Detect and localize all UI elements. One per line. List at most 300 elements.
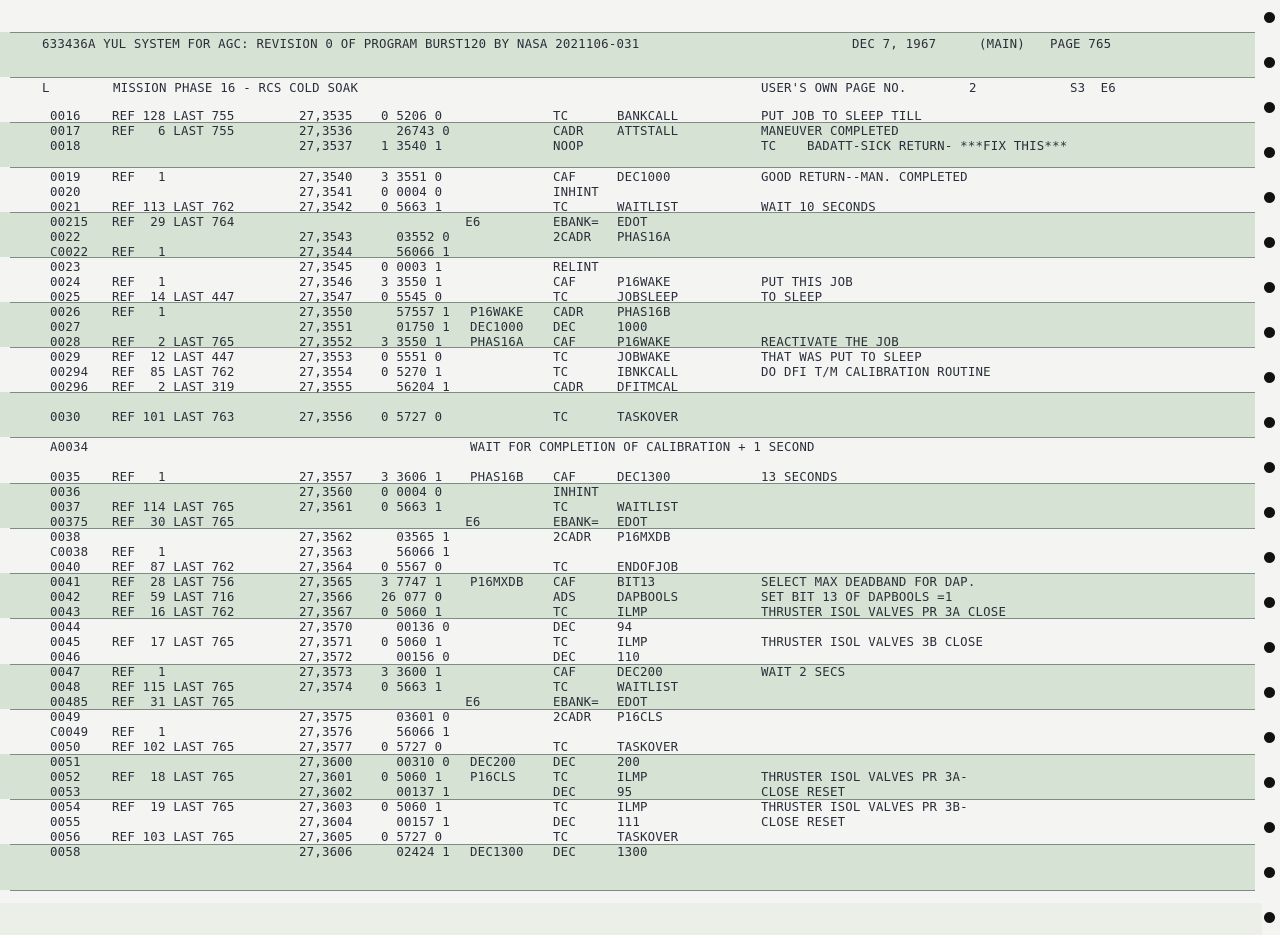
line-op: CAF <box>553 664 576 679</box>
line-word: 01750 1 <box>381 319 450 334</box>
line-word: 0 5727 0 <box>381 829 443 844</box>
line-addr: 27,3570 <box>299 619 353 634</box>
line-comment: REACTIVATE THE JOB <box>761 334 899 349</box>
listing-title: 633436A YUL SYSTEM FOR AGC: REVISION 0 OF PROGRAM BURST120 BY NASA 2021106-031 <box>42 36 640 51</box>
line-operand: JOBSLEEP <box>617 289 679 304</box>
line-op: TC <box>553 679 569 694</box>
line-no: 0040 <box>50 559 81 574</box>
line-addr: 27,3576 <box>299 724 353 739</box>
line-addr: 27,3565 <box>299 574 353 589</box>
line-op: EBANK= <box>553 694 599 709</box>
line-no: 0047 <box>50 664 81 679</box>
line-label: PHAS16B <box>470 469 524 484</box>
line-addr: 27,3537 <box>299 138 353 153</box>
line-comment: THAT WAS PUT TO SLEEP <box>761 349 922 364</box>
line-addr: 27,3554 <box>299 364 353 379</box>
line-ref: REF 1 <box>112 469 166 484</box>
line-addr: 27,3561 <box>299 499 353 514</box>
paper-rule <box>10 890 1255 891</box>
line-op: TC <box>553 289 569 304</box>
line-op: TC <box>553 108 569 123</box>
feed-hole <box>1264 327 1275 338</box>
line-comment: PUT JOB TO SLEEP TILL <box>761 108 922 123</box>
line-ref: REF 59 LAST 716 <box>112 589 235 604</box>
line-no: 0048 <box>50 679 81 694</box>
line-word: 0 5060 1 <box>381 634 443 649</box>
line-op: EBANK= <box>553 214 599 229</box>
line-word: 00157 1 <box>381 814 450 829</box>
line-no: 0045 <box>50 634 81 649</box>
line-addr: 27,3603 <box>299 799 353 814</box>
line-label: P16WAKE <box>470 304 524 319</box>
line-operand: P16MXDB <box>617 529 671 544</box>
line-operand: EDOT <box>617 694 648 709</box>
line-ref: REF 114 LAST 765 <box>112 499 235 514</box>
line-op: DEC <box>553 649 576 664</box>
line-operand: WAITLIST <box>617 499 679 514</box>
feed-hole <box>1264 867 1275 878</box>
feed-hole <box>1264 597 1275 608</box>
feed-hole <box>1264 147 1275 158</box>
line-operand: P16WAKE <box>617 334 671 349</box>
line-word: 00156 0 <box>381 649 450 664</box>
line-word: 00310 0 <box>381 754 450 769</box>
users-page-label: USER'S OWN PAGE NO. <box>761 80 907 95</box>
line-word: 0 5567 0 <box>381 559 443 574</box>
feed-hole <box>1264 282 1275 293</box>
line-op: TC <box>553 559 569 574</box>
line-op: DEC <box>553 619 576 634</box>
line-addr: 27,3573 <box>299 664 353 679</box>
line-operand: 95 <box>617 784 633 799</box>
line-no: 0037 <box>50 499 81 514</box>
feed-hole <box>1264 192 1275 203</box>
line-addr: 27,3545 <box>299 259 353 274</box>
feed-hole <box>1264 462 1275 473</box>
line-no: 0027 <box>50 319 81 334</box>
line-ref: REF 1 <box>112 304 166 319</box>
line-operand: 1300 <box>617 844 648 859</box>
line-op: TC <box>553 349 569 364</box>
line-word: 0 0004 0 <box>381 484 443 499</box>
line-operand: EDOT <box>617 514 648 529</box>
line-no: 0035 <box>50 469 81 484</box>
line-op: DEC <box>553 814 576 829</box>
line-op: TC <box>553 769 569 784</box>
line-addr: 27,3600 <box>299 754 353 769</box>
line-no: 00294 <box>50 364 89 379</box>
line-op: TC <box>553 364 569 379</box>
line-comment: THRUSTER ISOL VALVES PR 3A CLOSE <box>761 604 1007 619</box>
line-addr: 27,3550 <box>299 304 353 319</box>
line-op: INHINT <box>553 484 599 499</box>
line-ref: REF 30 LAST 765 <box>112 514 235 529</box>
line-op: TC <box>553 604 569 619</box>
line-comment: TO SLEEP <box>761 289 823 304</box>
line-word: E6 <box>381 514 481 529</box>
line-no: 0023 <box>50 259 81 274</box>
line-op: CAF <box>553 169 576 184</box>
line-operand: TASKOVER <box>617 409 679 424</box>
line-no: 00296 <box>50 379 89 394</box>
line-word: E6 <box>381 694 481 709</box>
line-ref: REF 87 LAST 762 <box>112 559 235 574</box>
line-operand: PHAS16A <box>617 229 671 244</box>
line-addr: 27,3544 <box>299 244 353 259</box>
line-comment: PUT THIS JOB <box>761 274 853 289</box>
line-op: 2CADR <box>553 709 592 724</box>
line-word: 0 5663 1 <box>381 679 443 694</box>
feed-hole <box>1264 822 1275 833</box>
line-word: 56066 1 <box>381 544 450 559</box>
line-addr: 27,3546 <box>299 274 353 289</box>
line-addr: 27,3553 <box>299 349 353 364</box>
line-addr: 27,3552 <box>299 334 353 349</box>
line-comment: 13 SECONDS <box>761 469 838 484</box>
line-no: 0044 <box>50 619 81 634</box>
line-no: 0046 <box>50 649 81 664</box>
line-operand: WAITLIST <box>617 199 679 214</box>
line-word: 3 3606 1 <box>381 469 443 484</box>
line-word: 03552 0 <box>381 229 450 244</box>
line-label: DEC1300 <box>470 844 524 859</box>
line-operand: DFITMCAL <box>617 379 679 394</box>
line-addr: 27,3577 <box>299 739 353 754</box>
line-addr: 27,3601 <box>299 769 353 784</box>
line-operand: 1000 <box>617 319 648 334</box>
line-word: 3 7747 1 <box>381 574 443 589</box>
line-no: C0049 <box>50 724 89 739</box>
line-ref: REF 2 LAST 319 <box>112 379 235 394</box>
subheader-codes: S3 E6 <box>1070 80 1116 95</box>
line-no: 0051 <box>50 754 81 769</box>
line-word: 0 5060 1 <box>381 799 443 814</box>
line-addr: 27,3605 <box>299 829 353 844</box>
line-op: RELINT <box>553 259 599 274</box>
line-addr: 27,3556 <box>299 409 353 424</box>
line-op: TC <box>553 409 569 424</box>
line-addr: 27,3560 <box>299 484 353 499</box>
line-addr: 27,3572 <box>299 649 353 664</box>
line-operand: 94 <box>617 619 633 634</box>
line-no: 00485 <box>50 694 89 709</box>
line-no: 0058 <box>50 844 81 859</box>
line-no: 0022 <box>50 229 81 244</box>
listing-date: DEC 7, 1967 <box>852 36 937 51</box>
line-addr: 27,3543 <box>299 229 353 244</box>
line-word: 03565 1 <box>381 529 450 544</box>
line-word: 3 3551 0 <box>381 169 443 184</box>
line-no: 0043 <box>50 604 81 619</box>
line-operand: ILMP <box>617 634 648 649</box>
line-addr: 27,3604 <box>299 814 353 829</box>
line-op: CAF <box>553 334 576 349</box>
line-ref: REF 1 <box>112 169 166 184</box>
line-operand: DAPBOOLS <box>617 589 679 604</box>
line-addr: 27,3551 <box>299 319 353 334</box>
line-comment: THRUSTER ISOL VALVES 3B CLOSE <box>761 634 984 649</box>
line-ref: REF 2 LAST 765 <box>112 334 235 349</box>
line-ref: REF 1 <box>112 244 166 259</box>
paper-rule <box>10 167 1255 168</box>
line-operand: 200 <box>617 754 640 769</box>
line-operand: DEC1300 <box>617 469 671 484</box>
line-op: DEC <box>553 754 576 769</box>
line-no: 0016 <box>50 108 81 123</box>
line-no: 0028 <box>50 334 81 349</box>
line-op: CADR <box>553 379 584 394</box>
line-op: EBANK= <box>553 514 599 529</box>
line-operand: DEC1000 <box>617 169 671 184</box>
line-note: WAIT FOR COMPLETION OF CALIBRATION + 1 SECOND <box>470 439 815 454</box>
line-addr: 27,3555 <box>299 379 353 394</box>
feed-hole <box>1264 507 1275 518</box>
line-no: 0042 <box>50 589 81 604</box>
line-addr: 27,3562 <box>299 529 353 544</box>
line-ref: REF 1 <box>112 544 166 559</box>
line-no: 0056 <box>50 829 81 844</box>
line-word: 3 3550 1 <box>381 274 443 289</box>
line-ref: REF 128 LAST 755 <box>112 108 235 123</box>
paper-rule <box>10 257 1255 258</box>
line-no: 0024 <box>50 274 81 289</box>
line-no: 0036 <box>50 484 81 499</box>
line-op: TC <box>553 499 569 514</box>
paper-rule <box>10 77 1255 78</box>
line-no: 0052 <box>50 769 81 784</box>
line-operand: ENDOFJOB <box>617 559 679 574</box>
line-ref: REF 1 <box>112 664 166 679</box>
line-addr: 27,3567 <box>299 604 353 619</box>
feed-hole <box>1264 552 1275 563</box>
line-operand: JOBWAKE <box>617 349 671 364</box>
line-addr: 27,3536 <box>299 123 353 138</box>
line-addr: 27,3535 <box>299 108 353 123</box>
line-ref: REF 115 LAST 765 <box>112 679 235 694</box>
line-op: TC <box>553 799 569 814</box>
line-word: 26743 0 <box>381 123 450 138</box>
line-no: 0025 <box>50 289 81 304</box>
line-ref: REF 19 LAST 765 <box>112 799 235 814</box>
line-operand: EDOT <box>617 214 648 229</box>
line-label: PHAS16A <box>470 334 524 349</box>
line-comment: DO DFI T/M CALIBRATION ROUTINE <box>761 364 991 379</box>
line-no: 0029 <box>50 349 81 364</box>
line-no: C0038 <box>50 544 89 559</box>
line-operand: BIT13 <box>617 574 656 589</box>
line-word: 0 5545 0 <box>381 289 443 304</box>
feed-hole <box>1264 642 1275 653</box>
line-word: 0 0004 0 <box>381 184 443 199</box>
line-ref: REF 17 LAST 765 <box>112 634 235 649</box>
feed-hole <box>1264 417 1275 428</box>
line-ref: REF 16 LAST 762 <box>112 604 235 619</box>
line-ref: REF 85 LAST 762 <box>112 364 235 379</box>
line-ref: REF 31 LAST 765 <box>112 694 235 709</box>
line-word: 1 3540 1 <box>381 138 443 153</box>
line-no: 00215 <box>50 214 89 229</box>
line-operand: P16WAKE <box>617 274 671 289</box>
line-no: 0049 <box>50 709 81 724</box>
line-ref: REF 113 LAST 762 <box>112 199 235 214</box>
line-word: 56066 1 <box>381 724 450 739</box>
feed-hole <box>1264 372 1275 383</box>
line-op: 2CADR <box>553 229 592 244</box>
feed-hole <box>1264 912 1275 923</box>
line-addr: 27,3571 <box>299 634 353 649</box>
line-comment: THRUSTER ISOL VALVES PR 3A- <box>761 769 968 784</box>
page-bottom-margin <box>0 903 1262 935</box>
line-comment: THRUSTER ISOL VALVES PR 3B- <box>761 799 968 814</box>
line-operand: IBNKCALL <box>617 364 679 379</box>
line-operand: DEC200 <box>617 664 663 679</box>
line-label: P16CLS <box>470 769 516 784</box>
line-operand: ILMP <box>617 799 648 814</box>
feed-hole <box>1264 777 1275 788</box>
line-op: CADR <box>553 304 584 319</box>
line-operand: TASKOVER <box>617 739 679 754</box>
line-ref: REF 14 LAST 447 <box>112 289 235 304</box>
line-op: DEC <box>553 319 576 334</box>
feed-hole <box>1264 57 1275 68</box>
line-word: 0 5727 0 <box>381 739 443 754</box>
feed-hole <box>1264 102 1275 113</box>
line-addr: 27,3602 <box>299 784 353 799</box>
tractor-feed-holes <box>1262 0 1280 935</box>
line-no: 0020 <box>50 184 81 199</box>
mission-phase-title: MISSION PHASE 16 - RCS COLD SOAK <box>113 80 359 95</box>
line-word: 00137 1 <box>381 784 450 799</box>
line-no: 0026 <box>50 304 81 319</box>
line-ref: REF 6 LAST 755 <box>112 123 235 138</box>
line-word: 3 3550 1 <box>381 334 443 349</box>
line-ref: REF 1 <box>112 724 166 739</box>
line-ref: REF 102 LAST 765 <box>112 739 235 754</box>
line-addr: 27,3557 <box>299 469 353 484</box>
line-no: A0034 <box>50 439 89 454</box>
line-label: P16MXDB <box>470 574 524 589</box>
line-addr: 27,3606 <box>299 844 353 859</box>
line-word: 0 5060 1 <box>381 604 443 619</box>
line-operand: BANKCALL <box>617 108 679 123</box>
feed-hole <box>1264 12 1275 23</box>
line-ref: REF 28 LAST 756 <box>112 574 235 589</box>
line-word: E6 <box>381 214 481 229</box>
listing-section: (MAIN) <box>979 36 1025 51</box>
line-operand: P16CLS <box>617 709 663 724</box>
line-op: DEC <box>553 784 576 799</box>
line-word: 0 5060 1 <box>381 769 443 784</box>
line-word: 3 3600 1 <box>381 664 443 679</box>
line-op: TC <box>553 739 569 754</box>
line-word: 56066 1 <box>381 244 450 259</box>
line-comment: WAIT 10 SECONDS <box>761 199 876 214</box>
line-no: 0019 <box>50 169 81 184</box>
line-op: NOOP <box>553 138 584 153</box>
line-no: C0022 <box>50 244 89 259</box>
line-addr: 27,3540 <box>299 169 353 184</box>
line-op: TC <box>553 634 569 649</box>
line-operand: WAITLIST <box>617 679 679 694</box>
line-word: 00136 0 <box>381 619 450 634</box>
line-label: DEC200 <box>470 754 516 769</box>
line-no: 0017 <box>50 123 81 138</box>
line-no: 0054 <box>50 799 81 814</box>
feed-hole <box>1264 237 1275 248</box>
line-comment: SET BIT 13 OF DAPBOOLS =1 <box>761 589 953 604</box>
feed-hole <box>1264 732 1275 743</box>
feed-hole <box>1264 687 1275 698</box>
line-word: 03601 0 <box>381 709 450 724</box>
line-op: INHINT <box>553 184 599 199</box>
line-no: 0030 <box>50 409 81 424</box>
line-word: 0 5270 1 <box>381 364 443 379</box>
line-no: 0021 <box>50 199 81 214</box>
line-no: 0038 <box>50 529 81 544</box>
line-word: 56204 1 <box>381 379 450 394</box>
line-comment: MANEUVER COMPLETED <box>761 123 899 138</box>
subheader-marker: L <box>42 80 50 95</box>
line-no: 0055 <box>50 814 81 829</box>
line-op: CAF <box>553 574 576 589</box>
line-no: 00375 <box>50 514 89 529</box>
line-addr: 27,3575 <box>299 709 353 724</box>
line-ref: REF 18 LAST 765 <box>112 769 235 784</box>
line-no: 0050 <box>50 739 81 754</box>
line-comment: TC BADATT-SICK RETURN- ***FIX THIS*** <box>761 138 1068 153</box>
line-operand: ILMP <box>617 769 648 784</box>
line-op: CAF <box>553 274 576 289</box>
line-operand: ILMP <box>617 604 648 619</box>
line-op: 2CADR <box>553 529 592 544</box>
line-addr: 27,3542 <box>299 199 353 214</box>
line-addr: 27,3547 <box>299 289 353 304</box>
users-page-number: 2 <box>969 80 977 95</box>
line-word: 0 5727 0 <box>381 409 443 424</box>
line-ref: REF 12 LAST 447 <box>112 349 235 364</box>
line-ref: REF 103 LAST 765 <box>112 829 235 844</box>
line-operand: TASKOVER <box>617 829 679 844</box>
line-comment: WAIT 2 SECS <box>761 664 846 679</box>
line-word: 02424 1 <box>381 844 450 859</box>
line-ref: REF 101 LAST 763 <box>112 409 235 424</box>
line-comment: CLOSE RESET <box>761 814 846 829</box>
page-number: PAGE 765 <box>1050 36 1112 51</box>
line-addr: 27,3563 <box>299 544 353 559</box>
line-operand: ATTSTALL <box>617 123 679 138</box>
line-op: CADR <box>553 123 584 138</box>
line-comment: SELECT MAX DEADBAND FOR DAP. <box>761 574 976 589</box>
line-ref: REF 1 <box>112 274 166 289</box>
line-word: 0 5663 1 <box>381 499 443 514</box>
line-op: TC <box>553 199 569 214</box>
line-operand: 110 <box>617 649 640 664</box>
line-no: 0053 <box>50 784 81 799</box>
line-no: 0018 <box>50 138 81 153</box>
paper-rule <box>10 437 1255 438</box>
line-op: TC <box>553 829 569 844</box>
line-addr: 27,3541 <box>299 184 353 199</box>
line-op: ADS <box>553 589 576 604</box>
line-op: DEC <box>553 844 576 859</box>
line-operand: PHAS16B <box>617 304 671 319</box>
line-word: 0 5551 0 <box>381 349 443 364</box>
line-op: CAF <box>553 469 576 484</box>
line-addr: 27,3564 <box>299 559 353 574</box>
line-comment: CLOSE RESET <box>761 784 846 799</box>
line-word: 0 5663 1 <box>381 199 443 214</box>
line-word: 0 5206 0 <box>381 108 443 123</box>
